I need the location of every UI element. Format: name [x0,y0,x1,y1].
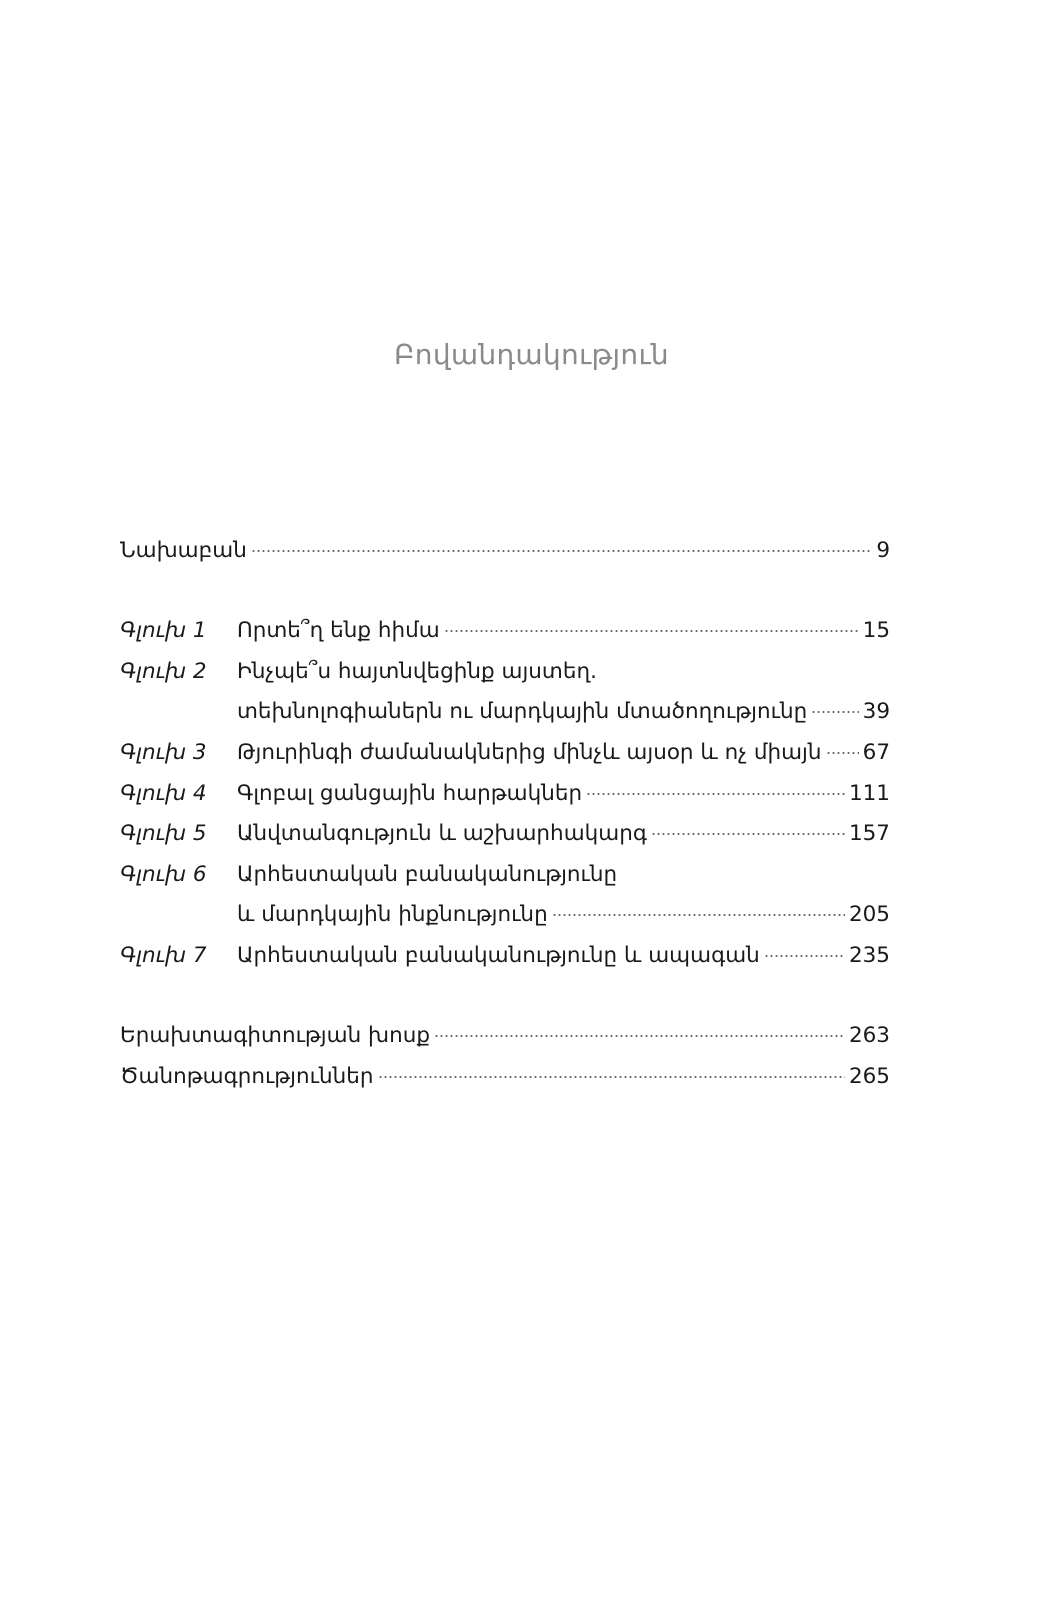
toc-entry-page: 111 [848,781,890,806]
chapter-label: Գլուխ 6 [120,862,207,887]
chapter-label: Գլուխ 7 [120,943,207,968]
chapter-label: Գլուխ 3 [120,740,207,765]
chapter-label: Գլուխ 1 [120,618,207,643]
toc-entry-title: Թյուրինգի ժամանակներից մինչև այսօր և ոչ միայն [237,740,822,765]
toc-entry-chapter-2[interactable] [120,655,890,689]
toc-entry-title: Ծանոթագրություններ [120,1064,374,1089]
toc-entry-title: Արհեստական բանականությունը և ապագան [237,943,760,968]
chapter-label: Գլուխ 2 [120,659,207,684]
toc-entry-page: 39 [862,699,890,724]
toc-entry-title: Որտե՞ղ ենք հիմա [237,618,440,643]
dot-leader [651,819,845,841]
chapter-label: Գլուխ 4 [120,781,207,806]
toc-entry-page: 205 [848,902,890,927]
toc-entry-chapter-4[interactable] [120,777,890,811]
toc-entry-page: 9 [876,538,890,563]
dot-leader [251,536,872,558]
toc-entry-title: Արհեստական բանականությունը [237,862,618,887]
toc-entry-title: Նախաբան [120,538,247,563]
dot-leader [586,779,845,801]
toc-entry-title-line2: տեխնոլոգիաներն ու մարդկային մտածողությունը [237,699,808,724]
toc-entry-page: 15 [862,618,890,643]
toc-entry-title: Երախտագիտության խոսք [120,1023,431,1048]
toc-entry-page: 235 [848,943,890,968]
toc-entry-chapter-2-continued[interactable] [120,695,890,729]
toc-entry-page: 265 [848,1064,890,1089]
chapter-label: Գլուխ 5 [120,821,207,846]
toc-entry-title-line2: և մարդկային ինքնությունը [237,902,548,927]
toc-entry-title: Ինչպե՞ս հայտնվեցինք այստեղ. [237,659,597,684]
toc-entry-page: 157 [848,821,890,846]
dot-leader [552,900,845,922]
toc-entry-preface[interactable] [120,534,890,568]
toc-entry-chapter-6[interactable] [120,858,890,892]
dot-leader [826,738,859,760]
dot-leader [434,1021,845,1043]
dot-leader [764,941,845,963]
toc-entry-chapter-1[interactable] [120,614,890,648]
toc-entry-title: Գլոբալ ցանցային հարթակներ [237,781,583,806]
dot-leader [811,697,858,719]
toc-entry-acknowledgments[interactable] [120,1019,890,1053]
toc-entry-chapter-5[interactable] [120,817,890,851]
dot-leader [378,1062,845,1084]
toc-entry-chapter-6-continued[interactable] [120,898,890,932]
toc-entry-chapter-7[interactable] [120,939,890,973]
dot-leader [444,616,859,638]
toc-entry-chapter-3[interactable] [120,736,890,770]
toc-entry-page: 67 [862,740,890,765]
toc-entry-title: Անվտանգություն և աշխարհակարգ [237,821,647,846]
page-title: Բովանդակություն [394,338,669,371]
toc-entry-notes[interactable] [120,1060,890,1094]
toc-entry-page: 263 [848,1023,890,1048]
